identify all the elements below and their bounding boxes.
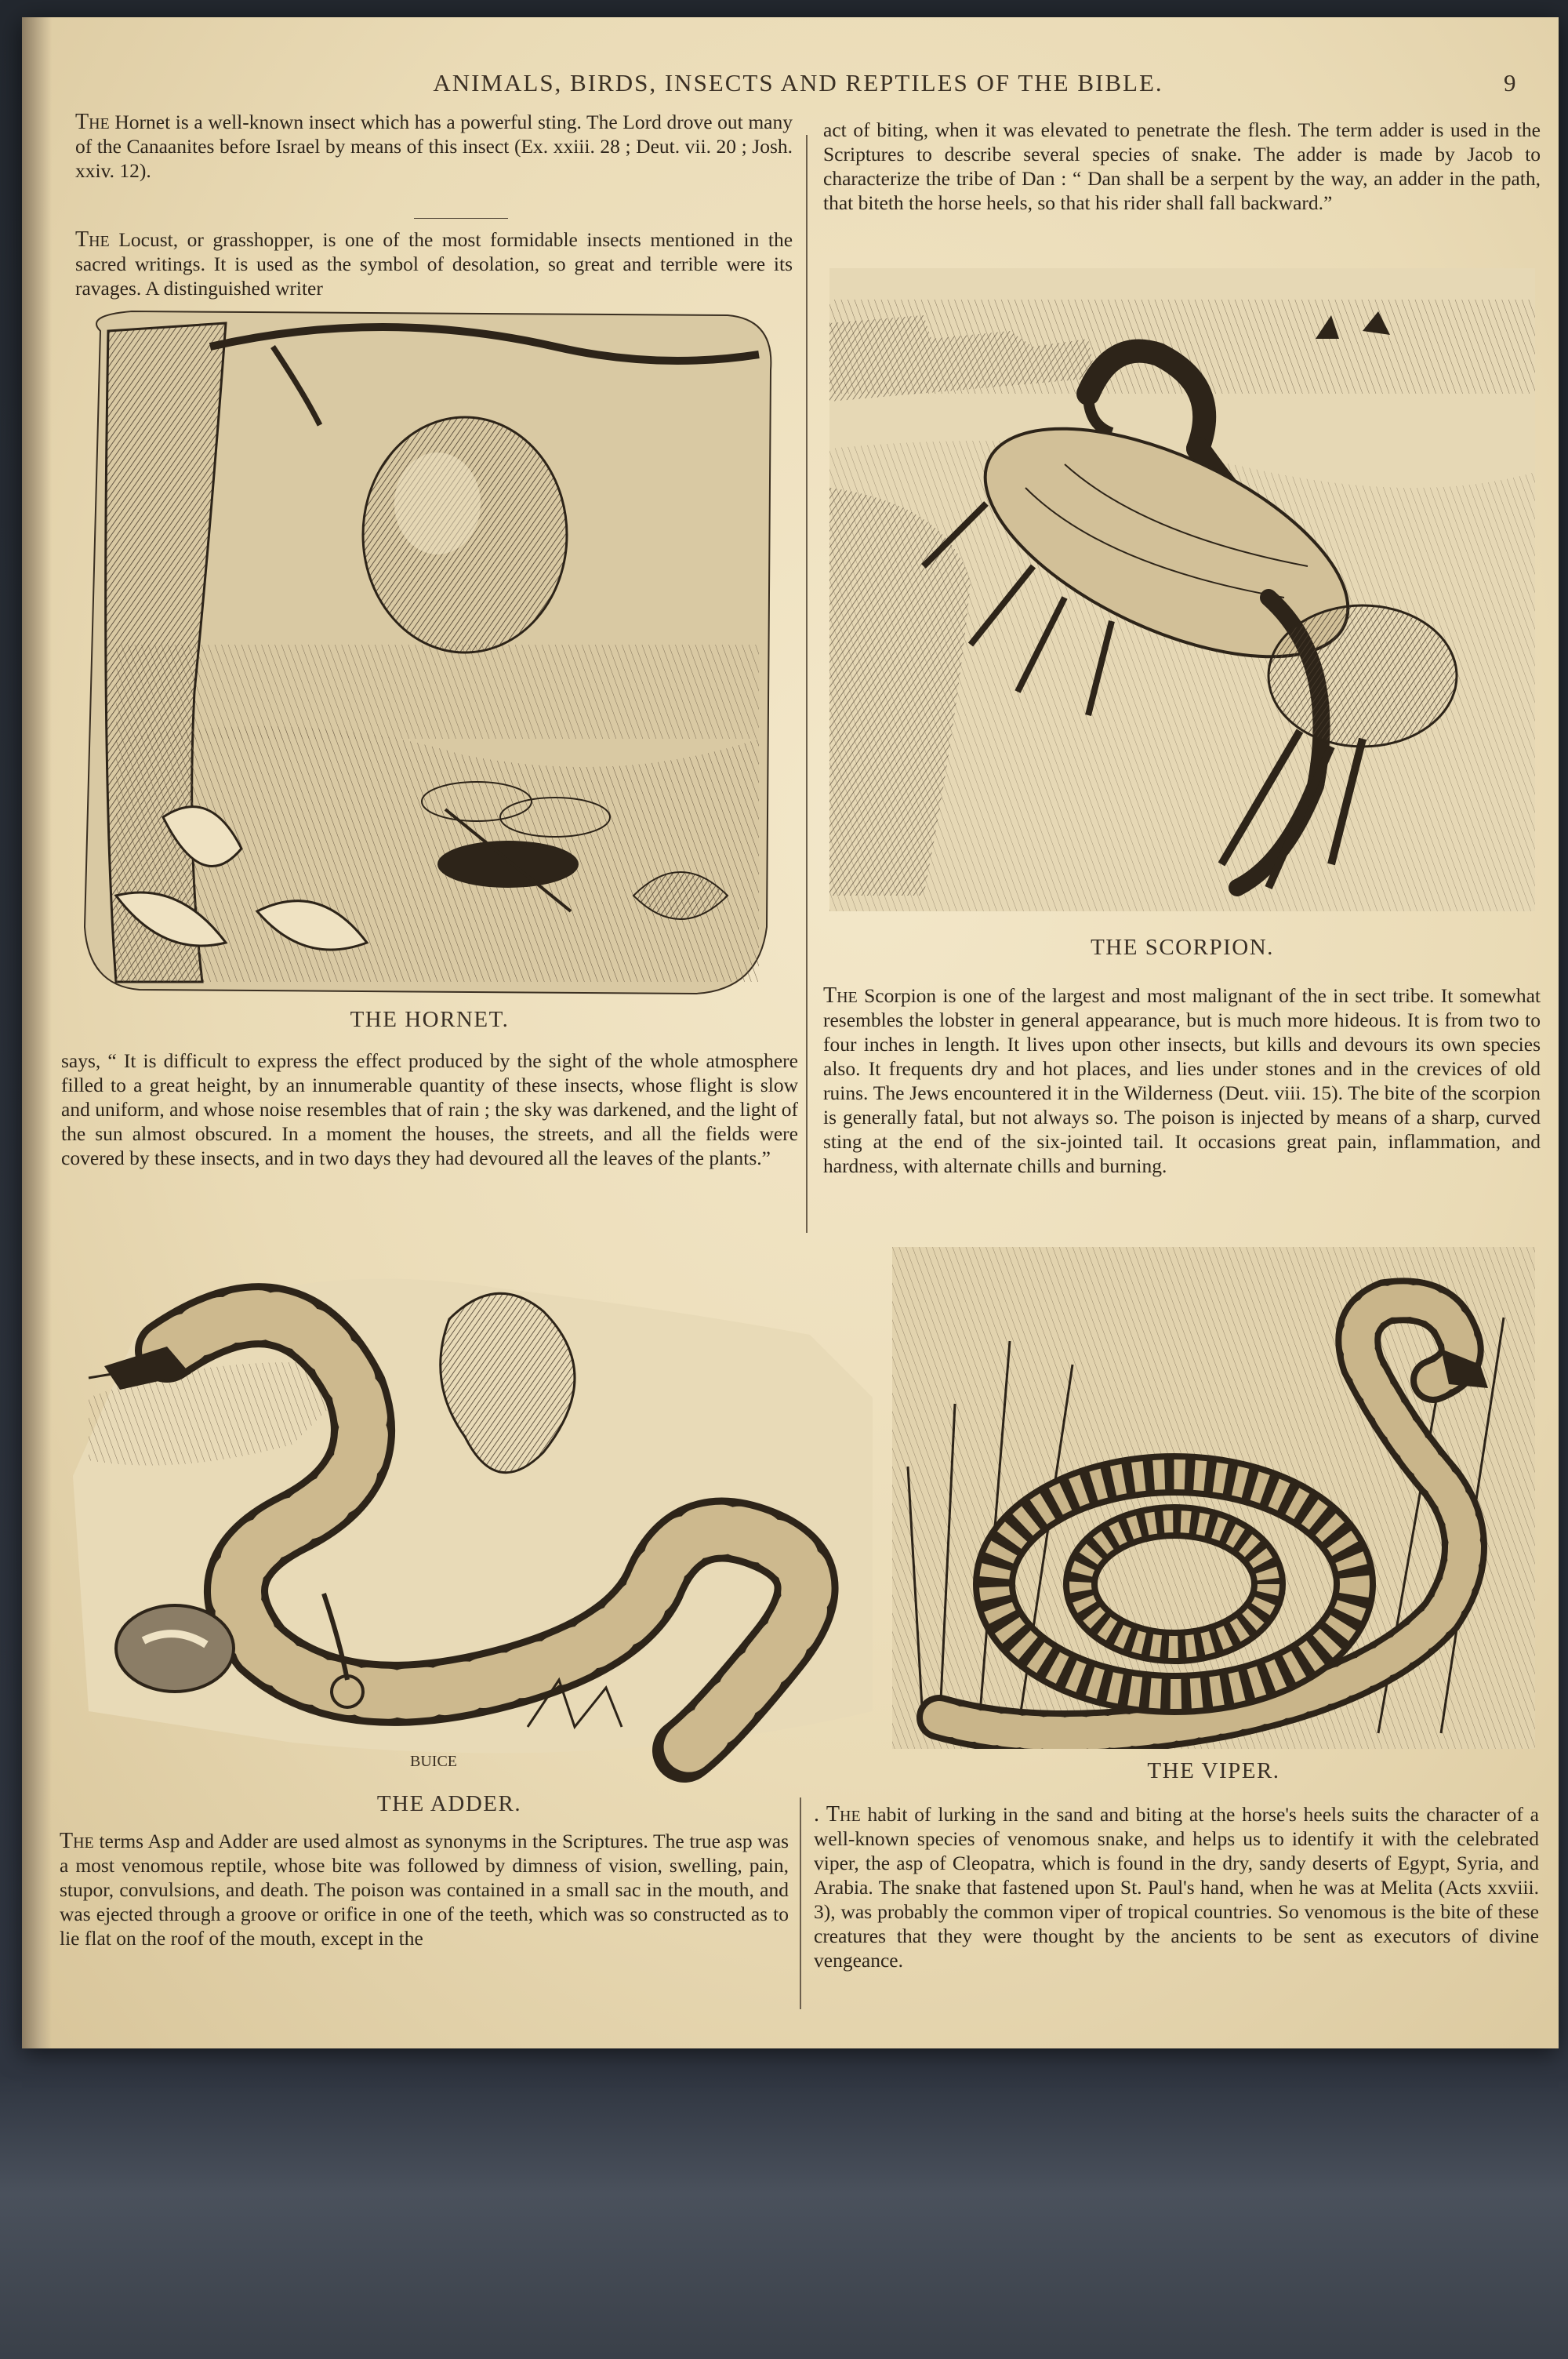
column-rule-bottom	[800, 1797, 801, 2009]
scorpion-paragraph	[823, 983, 1541, 1178]
running-head: ANIMALS, BIRDS, INSECTS AND REPTILES OF THE BIBLE.	[433, 69, 1163, 96]
viper-caption: THE VIPER.	[1147, 1758, 1280, 1783]
drop-word: The	[75, 227, 110, 252]
adder-text: terms Asp and Adder are used almost as synonyms in the Scriptures. The true asp was a most venomous reptile, whose bite was followed by dimness of vision, swelling, pain, stupor, convulsions, and death. The poison was contained in a small sac in the mouth, and was ejected through a groove or orifice in one of the teeth, which was so constructed as to lie flat on the roof of the mouth, except in the	[60, 1830, 789, 1950]
viper-engraving	[892, 1247, 1535, 1749]
drop-word: . The	[814, 1802, 861, 1826]
viper-text: habit of lurking in the sand and biting at the horse's heels suits the character of a well-known species of venomous snake, and helps us to identify it with the celebrated viper, the asp of Cleopatra, which is found in the dry, sandy deserts of Egypt, Syria, and Arabia. The snake that fastened upon St. Paul's hand, when he was at Melita (Acts xxviii. 3), was probably the common viper of tropical countries. So venomous is the bite of these creatures that they were thought by the ancients to be sent as executors of divine vengeance.	[814, 1803, 1539, 1972]
page-gutter-shadow	[22, 17, 52, 2048]
hornet-caption: THE HORNET.	[350, 1007, 510, 1032]
locust-paragraph	[75, 227, 793, 300]
hornet-engraving	[69, 300, 790, 1005]
drop-word: The	[823, 983, 858, 1008]
drop-word: The	[60, 1829, 94, 1853]
scorpion-engraving	[829, 268, 1535, 919]
adder-continued-top: act of biting, when it was elevated to penetrate the flesh. The term adder is used in the Scriptures to describe several species of snake. The adder is made by Jacob to characterize the tribe of Dan : “ Dan shall be a serpent by the way, an adder in the path, that biteth the horse heels, so that his rider shall fall backward.”	[823, 118, 1541, 214]
engraver-signature: BUICE	[410, 1753, 457, 1770]
hornet-paragraph	[75, 110, 793, 183]
drop-word: The	[75, 110, 110, 134]
hornet-text: Hornet is a well-known insect which has a powerful sting. The Lord drove out many of the Canaanites before Israel by means of this insect (Ex. xxiii. 28 ; Deut. vii. 20 ; Josh. xxiv. 12).	[75, 111, 793, 182]
adder-paragraph	[60, 1829, 789, 1950]
scorpion-caption: THE SCORPION.	[1091, 935, 1274, 960]
scorpion-text: Scorpion is one of the largest and most malignant of the in sect tribe. It somewhat resembles the lobster in general appearance, but is much more hideous. It is from two to four inches in length. It lives upon other insects, but kills and devours its own species also. It frequents dry and hot places, and lies under stones and in the crevices of old ruins. The Jews encountered it in the Wilderness (Deut. viii. 15). The bite of the scorpion is generally fatal, but not always so. The poison is injected by means of a sharp, curved sting at the end of the six-jointed tail. It occasions great pain, inflammation, and hardness, with alternate chills and burning.	[823, 984, 1541, 1177]
locust-text: Locust, or grasshopper, is one of the most formidable insects mentioned in the sacred writings. It is used as the symbol of desolation, so great and terrible were its ravages. A distinguished writer	[75, 228, 793, 300]
book-page	[22, 17, 1559, 2048]
page-number: 9	[1504, 69, 1516, 96]
column-rule	[806, 135, 808, 1233]
section-rule	[414, 218, 508, 219]
adder-caption: THE ADDER.	[376, 1791, 522, 1816]
locust-continued: says, “ It is difficult to express the effect produced by the sight of the whole atmosphere filled to a great height, by an innumerable quantity of these insects, whose flight is slow and uniform, and whose noise resembles that of rain ; the sky was darkened, and the light of the sun almost obscured. In a moment the houses, the streets, and all the fields were covered by these insects, and in two days they had devoured all the leaves of the plants.”	[61, 1049, 798, 1169]
viper-paragraph	[814, 1802, 1539, 1972]
adder-engraving	[57, 1241, 904, 1790]
